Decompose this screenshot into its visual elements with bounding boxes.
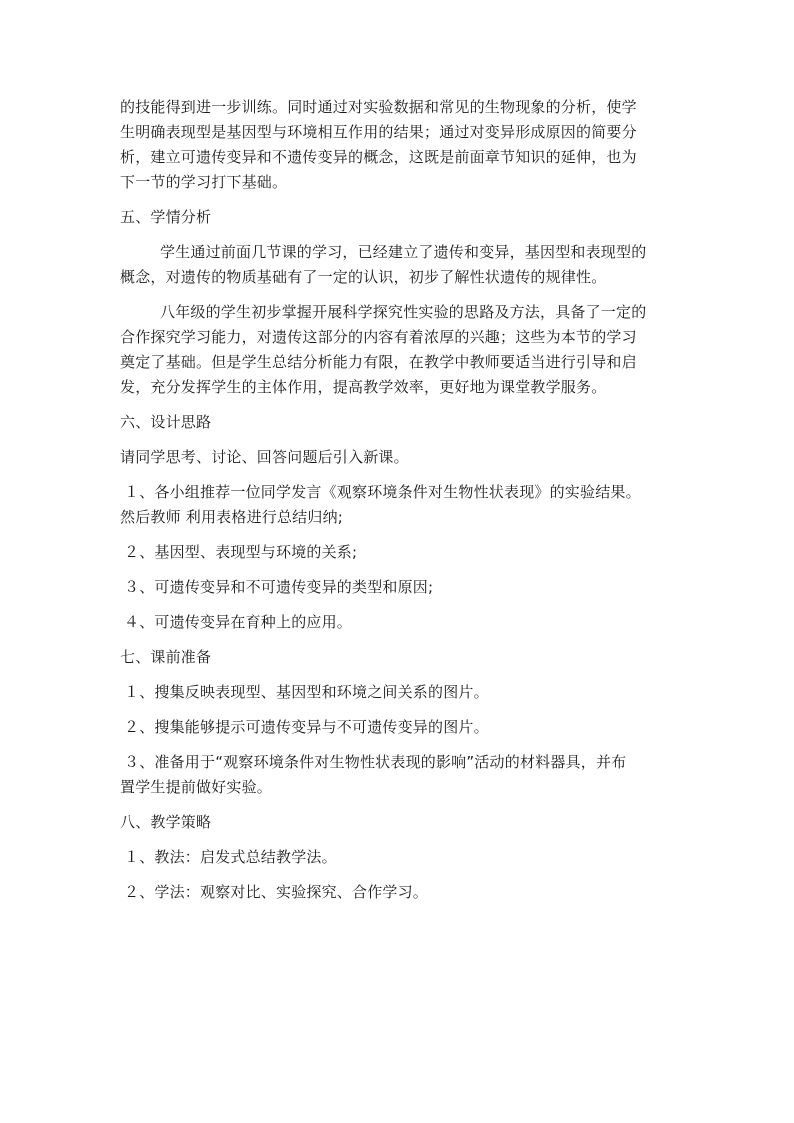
list-item: ２、学法：观察对比、实验探究、合作学习。 — [124, 883, 429, 901]
heading-section-8: 八、教学策略 — [120, 813, 212, 831]
text-line: 合作探究学习能力，对遗传这部分的内容有着浓厚的兴趣；这些为本节的学习 — [120, 328, 637, 346]
list-item — [120, 480, 675, 530]
text-line: ３、准备用于“观察环境条件对生物性状表现的影响”活动的材料器具，并布 — [124, 753, 627, 771]
list-item: ３、可遗传变异和不可遗传变异的类型和原因; — [124, 578, 434, 596]
text-line: 析，建立可遗传变异和不遗传变异的概念，这既是前面章节知识的延伸，也为 — [120, 148, 637, 166]
list-item: １、教法：启发式总结教学法。 — [124, 848, 337, 866]
paragraph-intro: 请同学思考、讨论、回答问题后引入新课。 — [120, 448, 409, 466]
text-line: 八年级的学生初步掌握开展科学探究性实验的思路及方法，具备了一定的 — [160, 303, 647, 321]
text-line: 的技能得到进一步训练。同时通过对实验数据和常见的生物现象的分析，使学 — [120, 98, 637, 116]
list-item: ２、基因型、表现型与环境的关系; — [124, 543, 358, 561]
text-line: 置学生提前做好实验。 — [120, 778, 273, 796]
list-item: ４、可遗传变异在育种上的应用。 — [124, 613, 353, 631]
paragraph-student-ability — [120, 300, 675, 400]
list-item: １、搜集反映表现型、基因型和环境之间关系的图片。 — [124, 683, 489, 701]
heading-section-5: 五、学情分析 — [120, 208, 212, 226]
text-line: 学生通过前面几节课的学习，已经建立了遗传和变异，基因型和表现型的 — [160, 243, 647, 261]
list-item — [120, 750, 675, 800]
text-line: 下一节的学习打下基础。 — [120, 173, 288, 191]
paragraph-student-background — [120, 240, 675, 290]
document-page — [120, 95, 675, 915]
heading-section-7: 七、课前准备 — [120, 648, 212, 666]
text-line: １、各小组推荐一位同学发言《观察环境条件对生物性状表现》的实验结果。 — [124, 483, 641, 501]
list-item: ２、搜集能够提示可遗传变异与不可遗传变异的图片。 — [124, 718, 489, 736]
text-line: 发，充分发挥学生的主体作用，提高教学效率，更好地为课堂教学服务。 — [120, 378, 607, 396]
text-line: 生明确表现型是基因型与环境相互作用的结果；通过对变异形成原因的简要分 — [120, 123, 637, 141]
text-line: 然后教师 利用表格进行总结归纳; — [120, 508, 344, 526]
heading-section-6: 六、设计思路 — [120, 413, 212, 431]
text-line: 概念，对遗传的物质基础有了一定的认识，初步了解性状遗传的规律性。 — [120, 268, 607, 286]
text-line: 奠定了基础。但是学生总结分析能力有限，在教学中教师要适当进行引导和启 — [120, 353, 637, 371]
paragraph-skills — [120, 95, 675, 195]
